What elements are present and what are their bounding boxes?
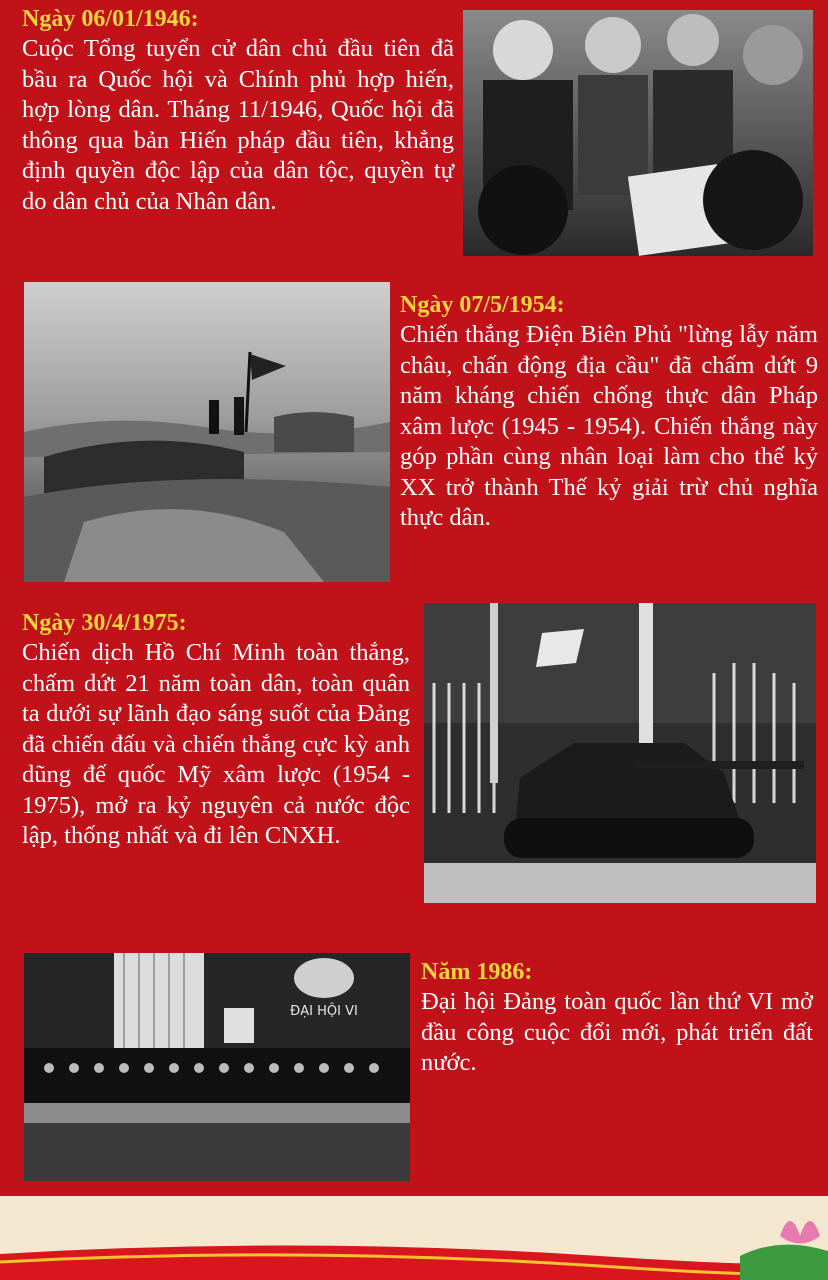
- event-1986: [421, 957, 813, 1079]
- event-description: Đại hội Đảng toàn quốc lần thứ VI mở đầu công cuộc đổi mới, phát triển đất nước.: [421, 988, 813, 1076]
- event-description: Chiến thắng Điện Biên Phủ "lừng lẫy năm châu, chấn động địa cầu" đã chấm dứt 9 năm kháng chiến chống thực dân Pháp xâm lược (1945 - 1954). Chiến thắng này góp phần cùng nhân loại làm cho thế kỷ XX trở thành Thế kỷ giải trừ chủ nghĩa thực dân.: [400, 321, 818, 531]
- event-heading: Ngày 07/5/1954:: [400, 292, 565, 318]
- event-heading: Năm 1986:: [421, 959, 533, 985]
- congress-banner-text: ĐẠI HỘI VI: [290, 1004, 358, 1019]
- photo-congress-1986: [24, 953, 410, 1181]
- footer-decoration: [0, 1196, 828, 1280]
- photo-election-1946: [463, 10, 813, 256]
- event-1946: [22, 4, 454, 217]
- event-heading: Ngày 06/01/1946:: [22, 6, 199, 32]
- photo-tank-1975: [424, 603, 816, 903]
- photo-dien-bien-phu-1954: [24, 282, 390, 582]
- event-1975: [22, 608, 410, 852]
- event-description: Cuộc Tổng tuyển cử dân chủ đầu tiên đã bầu ra Quốc hội và Chính phủ hợp hiến, hợp lòng dân. Tháng 11/1946, Quốc hội đã thông qua bản Hiến pháp đầu tiên, khẳng định quyền độc lập của dân tộc, quyền tự do dân chủ của Nhân dân.: [22, 35, 454, 215]
- event-1954: [400, 290, 818, 534]
- event-description: Chiến dịch Hồ Chí Minh toàn thắng, chấm dứt 21 năm toàn dân, toàn quân ta dưới sự lãnh đạo sáng suốt của Đảng đã chiến đấu và chiến thắng cực kỳ anh dũng đế quốc Mỹ xâm lược (1954 - 1975), mở ra kỷ nguyên cả nước độc lập, thống nhất và đi lên CNXH.: [22, 639, 410, 849]
- event-heading: Ngày 30/4/1975:: [22, 610, 187, 636]
